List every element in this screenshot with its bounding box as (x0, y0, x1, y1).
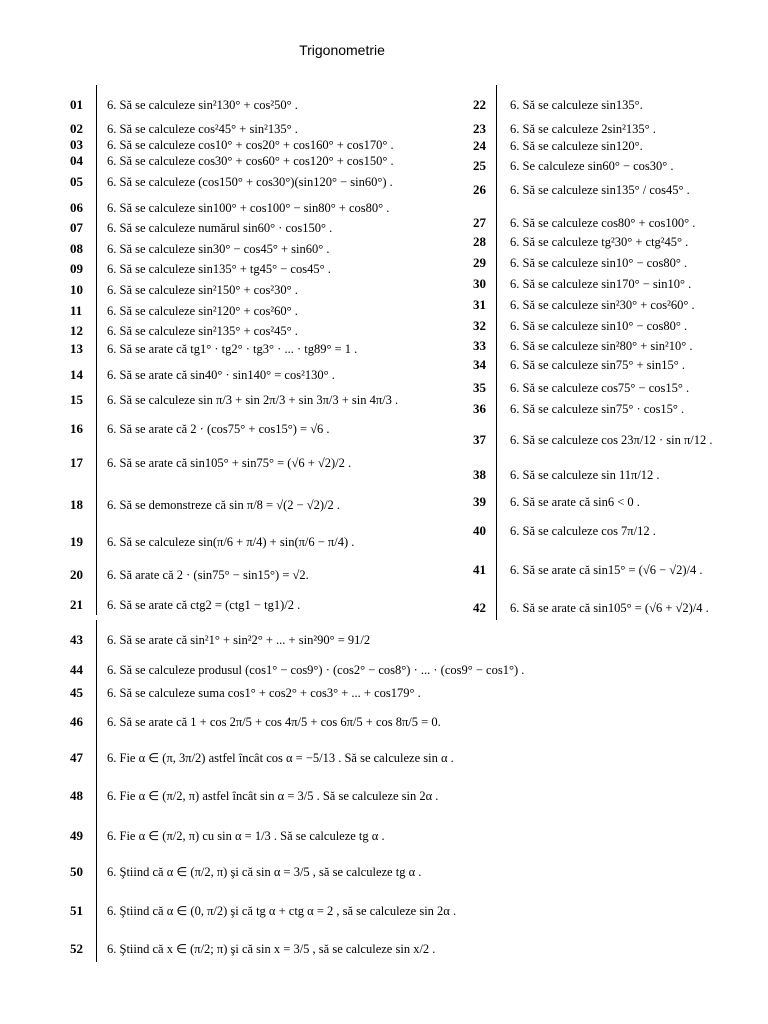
problem-number: 03 (70, 137, 83, 152)
problem-text: 6. Să se arate că sin105° + sin75° = (√6 + √2)/2 . (107, 455, 352, 470)
problem-text: 6. Să se calculeze (cos150° + cos30°)(sin120° − sin60°) . (107, 174, 393, 189)
problem-text: 6. Se calculeze sin60° − cos30° . (510, 158, 674, 173)
problem-number: 09 (70, 261, 83, 276)
problem-row (0, 297, 695, 313)
problem-row (0, 562, 703, 578)
problem-text: 6. Să se calculeze sin²30° + cos²60° . (510, 297, 695, 312)
problem-text: 6. Fie α ∈ (π, 3π/2) astfel încât cos α = −5/13 . Să se calculeze sin α . (107, 751, 454, 765)
problem-number: 04 (70, 153, 83, 168)
problem-number: 51 (70, 903, 83, 918)
problem-number: 42 (473, 600, 486, 615)
problem-text: 6. Să se arate că sin105° = (√6 + √2)/4 . (510, 600, 709, 615)
problem-number: 30 (473, 276, 486, 291)
problem-number: 14 (70, 367, 83, 382)
problem-number: 13 (70, 341, 83, 356)
problem-text: 6. Fie α ∈ (π/2, π) cu sin α = 1/3 . Să se calculeze tg α . (107, 829, 385, 843)
problem-row (0, 380, 689, 396)
problem-number: 39 (473, 494, 486, 509)
problem-text: 6. Să se calculeze cos 23π/12 · sin π/12 . (510, 432, 713, 447)
problem-number: 08 (70, 241, 83, 256)
problem-number: 31 (473, 297, 486, 312)
problem-number: 35 (473, 380, 486, 395)
problem-text: 6. Fie α ∈ (π/2, π) astfel încât sin α = 3/5 . Să se calculeze sin 2α . (107, 789, 439, 803)
problem-number: 27 (473, 215, 486, 230)
problem-number: 23 (473, 121, 486, 136)
problem-row (0, 685, 421, 701)
problem-text: 6. Să se arate că 1 + cos 2π/5 + cos 4π/5 + cos 6π/5 + cos 8π/5 = 0. (107, 714, 441, 729)
problem-text: 6. Să se calculeze sin²130° + cos²50° . (107, 97, 298, 112)
problem-row (0, 714, 441, 730)
problem-row (0, 750, 454, 766)
problem-row (0, 903, 456, 919)
problem-text: 6. Să se calculeze cos 7π/12 . (510, 523, 656, 538)
problem-number: 38 (473, 467, 486, 482)
problem-number: 06 (70, 200, 83, 215)
problem-text: 6. Să se arate că sin6 < 0 . (510, 494, 640, 509)
problem-number: 52 (70, 941, 83, 956)
problem-number: 29 (473, 255, 486, 270)
problem-row (0, 234, 688, 250)
problem-number: 40 (473, 523, 486, 538)
problem-text: 6. Să se calculeze sin170° − sin10° . (510, 276, 692, 291)
problem-number: 34 (473, 357, 486, 372)
problem-text: 6. Să se calculeze sin100° + cos100° − sin80° + cos80° . (107, 200, 390, 215)
problem-text: 6. Să se calculeze cos²45° + sin²135° . (107, 121, 298, 136)
problem-text: 6. Să se calculeze sin²120° + cos²60° . (107, 303, 298, 318)
problem-row (0, 97, 643, 113)
problem-number: 45 (70, 685, 83, 700)
problem-text: 6. Să se calculeze sin(π/6 + π/4) + sin(π/6 − π/4) . (107, 534, 355, 549)
problem-row (0, 864, 421, 880)
problem-number: 41 (473, 562, 486, 577)
problem-number: 28 (473, 234, 486, 249)
problem-text: 6. Să se calculeze sin10° − cos80° . (510, 255, 688, 270)
problem-number: 37 (473, 432, 486, 447)
problem-text: 6. Să arate că 2 · (sin75° − sin15°) = √2. (107, 567, 309, 582)
problem-row (0, 467, 660, 483)
problem-number: 10 (70, 282, 83, 297)
problem-number: 44 (70, 662, 83, 677)
problem-text: 6. Să se calculeze sin²150° + cos²30° . (107, 282, 298, 297)
problem-row (0, 941, 435, 957)
problem-text: 6. Să se arate că tg1° · tg2° · tg3° · ... · tg89° = 1 . (107, 341, 358, 356)
problem-number: 15 (70, 392, 83, 407)
problem-text: 6. Să se calculeze sin135° / cos45° . (510, 182, 690, 197)
problem-row (0, 632, 370, 648)
problem-text: 6. Să se calculeze sin10° − cos80° . (510, 318, 688, 333)
problem-text: 6. Să se calculeze cos10° + cos20° + cos160° + cos170° . (107, 137, 394, 152)
problem-row (0, 215, 695, 231)
problem-row (0, 401, 684, 417)
problem-text: 6. Să se calculeze sin²135° + cos²45° . (107, 323, 298, 338)
problem-text: 6. Să se calculeze numărul sin60° · cos150° . (107, 220, 333, 235)
problem-number: 19 (70, 534, 83, 549)
problem-row (0, 494, 640, 510)
problem-text: 6. Să se calculeze tg²30° + ctg²45° . (510, 234, 689, 249)
problem-row (0, 597, 709, 616)
problem-text: 6. Să se arate că 2 · (cos75° + cos15°) = √6 . (107, 421, 330, 436)
problem-number: 07 (70, 220, 83, 235)
problem-number: 20 (70, 567, 83, 582)
problem-number: 17 (70, 455, 83, 470)
problem-number: 50 (70, 864, 83, 879)
problem-text: 6. Ştiind că x ∈ (π/2; π) şi că sin x = 3/5 , să se calculeze sin x/2 . (107, 942, 436, 956)
problem-number: 36 (473, 401, 486, 416)
problem-number: 25 (473, 158, 486, 173)
problem-text: 6. Să se arate că sin²1° + sin²2° + ... + sin²90° = 91/2 (107, 632, 371, 647)
problem-row (0, 182, 690, 198)
problem-row (0, 255, 687, 271)
problem-text: 6. Să se arate că sin15° = (√6 − √2)/4 . (510, 562, 703, 577)
problem-row (0, 523, 656, 539)
problem-row (0, 138, 643, 154)
problem-text: 6. Să se calculeze produsul (cos1° − cos9°) · (cos2° − cos8°) · ... · (cos9° − cos1°) . (107, 662, 525, 677)
problem-number: 02 (70, 121, 83, 136)
problem-number: 47 (70, 750, 83, 765)
problem-row (0, 276, 691, 292)
problem-text: 6. Să se calculeze cos75° − cos15° . (510, 380, 690, 395)
problem-text: 6. Să se calculeze sin75° · cos15° . (510, 401, 685, 416)
problem-text: 6. Să se calculeze sin²80° + sin²10° . (510, 338, 693, 353)
problem-text: 6. Să se calculeze sin135°. (510, 97, 643, 112)
problem-row (0, 200, 389, 216)
problem-number: 18 (70, 497, 83, 512)
problem-number: 43 (70, 632, 83, 647)
problem-number: 26 (473, 182, 486, 197)
problem-row (0, 121, 656, 137)
problem-text: 6. Ştiind că α ∈ (π/2, π) şi că sin α = 3/5 , să se calculeze tg α . (107, 865, 422, 879)
problem-row (0, 788, 438, 804)
problem-row (0, 318, 687, 334)
problem-text: 6. Să se calculeze sin75° + sin15° . (510, 357, 685, 372)
problem-number: 12 (70, 323, 83, 338)
problem-text: 6. Să se calculeze suma cos1° + cos2° + cos3° + ... + cos179° . (107, 685, 421, 700)
problem-number: 48 (70, 788, 83, 803)
problem-row (0, 158, 674, 174)
problem-number: 11 (70, 303, 83, 318)
problem-text: 6. Să se arate că sin40° · sin140° = cos²130° . (107, 367, 335, 382)
problem-text: 6. Să se calculeze sin120°. (510, 138, 643, 153)
problem-text: 6. Ştiind că α ∈ (0, π/2) şi că tg α + ctg α = 2 , să se calculeze sin 2α . (107, 904, 457, 918)
problem-text: 6. Să se calculeze 2sin²135° . (510, 121, 656, 136)
problem-text: 6. Să se calculeze cos30° + cos60° + cos120° + cos150° . (107, 153, 394, 168)
problem-text: 6. Să se arate că ctg2 = (ctg1 − tg1)/2 . (107, 597, 301, 612)
problem-row (0, 432, 713, 448)
problem-text: 6. Să se calculeze sin 11π/12 . (510, 467, 660, 482)
problem-number: 16 (70, 421, 83, 436)
problem-text: 6. Să se calculeze sin30° − cos45° + sin60° . (107, 241, 330, 256)
page-title: Trigonometrie (299, 42, 385, 58)
problem-row (0, 662, 524, 678)
problem-number: 49 (70, 828, 83, 843)
problem-number: 24 (473, 138, 486, 153)
problem-text: 6. Să se demonstreze că sin π/8 = √(2 − √2)/2 . (107, 497, 341, 512)
problem-text: 6. Să se calculeze cos80° + cos100° . (510, 215, 696, 230)
problem-number: 33 (473, 338, 486, 353)
problem-row (0, 828, 385, 844)
problem-row (0, 338, 693, 354)
problem-row (0, 357, 685, 373)
problem-text: 6. Să se calculeze sin π/3 + sin 2π/3 + sin 3π/3 + sin 4π/3 . (107, 392, 399, 407)
problem-number: 46 (70, 714, 83, 729)
problem-number: 21 (70, 597, 83, 612)
problem-number: 22 (473, 97, 486, 112)
problem-text: 6. Să se calculeze sin135° + tg45° − cos45° . (107, 261, 331, 276)
problem-number: 32 (473, 318, 486, 333)
problem-number: 01 (70, 97, 83, 112)
problem-number: 05 (70, 174, 83, 189)
